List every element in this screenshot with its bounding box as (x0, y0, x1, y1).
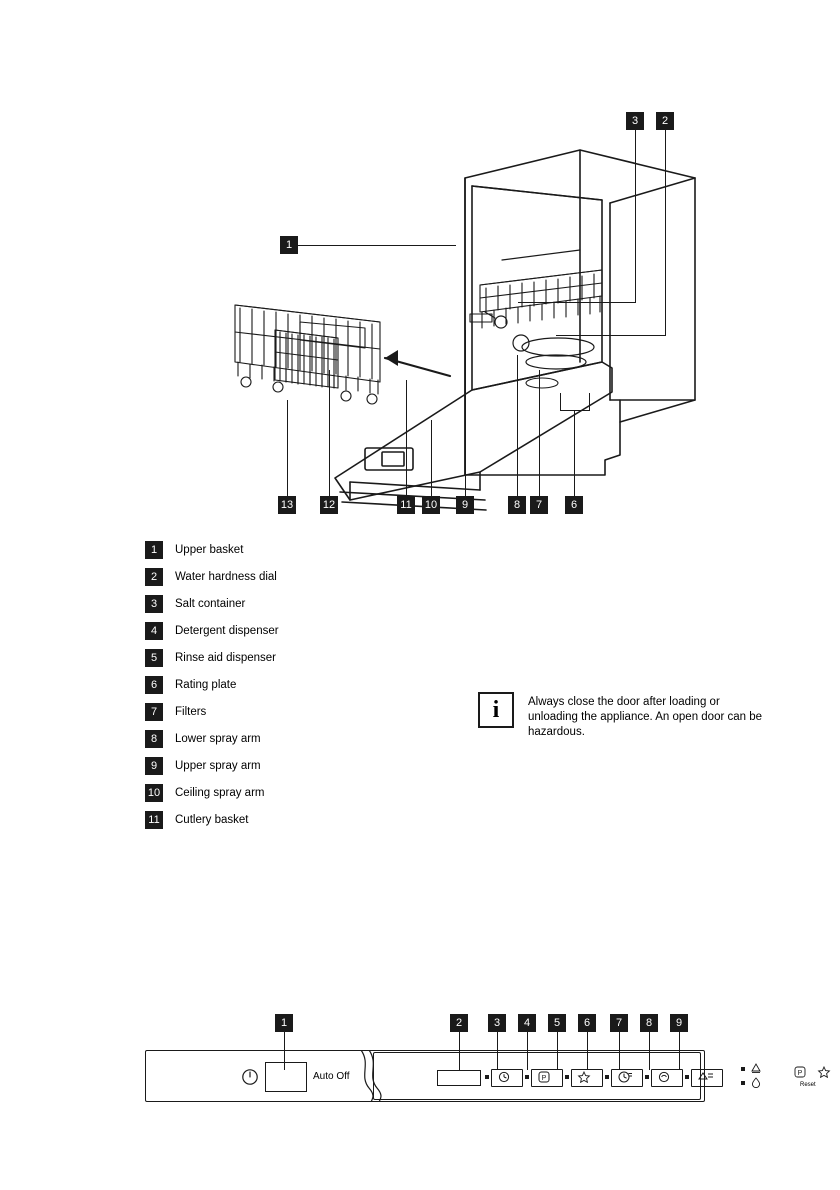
extrahygiene-icon (657, 1071, 671, 1083)
leader-line-2 (665, 130, 666, 335)
leader-line-1 (298, 245, 456, 246)
legend-label: Rating plate (175, 679, 237, 691)
power-icon (241, 1068, 259, 1086)
delay-start-icon (497, 1071, 511, 1083)
reset-star-icon (817, 1066, 831, 1078)
time-saver-indicator (605, 1075, 609, 1079)
time-saver-icon (617, 1070, 633, 1084)
rinse-aid-icon (749, 1076, 763, 1088)
leader-6 (574, 410, 575, 496)
salt-indicator-lamp (741, 1067, 745, 1071)
info-note-text: Always close the door after loading or unloading the appliance. An open door can be hazardous. (528, 696, 763, 738)
legend-label: Ceiling spray arm (175, 787, 265, 799)
leader-6-h (560, 410, 590, 411)
legend-label: Cutlery basket (175, 814, 249, 826)
callout-marker-12: 12 (320, 496, 338, 514)
legend-label: Upper basket (175, 544, 244, 556)
legend-item (145, 541, 765, 568)
legend-marker: 8 (145, 730, 163, 748)
svg-text:P: P (797, 1070, 803, 1077)
panel-callout-3: 3 (488, 1014, 506, 1032)
reset-program-icon (793, 1066, 807, 1078)
leader-9 (465, 330, 466, 496)
callout-marker-3: 3 (626, 112, 644, 130)
legend-item (145, 784, 765, 811)
on-off-button[interactable] (265, 1062, 307, 1092)
info-icon: i (478, 692, 514, 728)
panel-callout-8: 8 (640, 1014, 658, 1032)
rinse-aid-indicator-lamp (741, 1081, 745, 1085)
leader-line-3-h (518, 302, 636, 303)
legend-label: Upper spray arm (175, 760, 261, 772)
legend-label: Rinse aid dispenser (175, 652, 277, 664)
legend-label: Lower spray arm (175, 733, 261, 745)
option-indicator (565, 1075, 569, 1079)
callout-marker-11: 11 (397, 496, 415, 514)
display (437, 1070, 481, 1086)
multitab-icon (697, 1070, 715, 1084)
callout-marker-8: 8 (508, 496, 526, 514)
appliance-diagram (150, 100, 750, 520)
leader-6-b (589, 393, 590, 411)
leader-line-3 (635, 130, 636, 302)
legend-label: Detergent dispenser (175, 625, 279, 637)
legend-marker: 2 (145, 568, 163, 586)
panel-callout-4: 4 (518, 1014, 536, 1032)
leader-11 (406, 380, 407, 496)
legend-item (145, 622, 765, 649)
leader-12 (329, 370, 330, 496)
star-icon (577, 1071, 591, 1083)
control-panel (145, 1050, 816, 1108)
callout-marker-2: 2 (656, 112, 674, 130)
callout-marker-13: 13 (278, 496, 296, 514)
legend-marker: 4 (145, 622, 163, 640)
program-indicator (525, 1075, 529, 1079)
legend-label: Water hardness dial (175, 571, 277, 583)
delay-start-indicator (485, 1075, 489, 1079)
panel-callout-5: 5 (548, 1014, 566, 1032)
callout-marker-10: 10 (422, 496, 440, 514)
legend-marker: 1 (145, 541, 163, 559)
callout-marker-7: 7 (530, 496, 548, 514)
leader-line-2-h (556, 335, 666, 336)
legend-marker: 11 (145, 811, 163, 829)
svg-text:P: P (541, 1075, 547, 1082)
panel-callout-9: 9 (670, 1014, 688, 1032)
legend-item (145, 757, 765, 784)
callout-marker-6: 6 (565, 496, 583, 514)
leader-10 (431, 420, 432, 496)
legend-marker: 10 (145, 784, 163, 802)
legend-label: Filters (175, 706, 207, 718)
panel-callout-6: 6 (578, 1014, 596, 1032)
appliance-illustration (150, 100, 750, 520)
leader-13 (287, 400, 288, 496)
legend-marker: 6 (145, 676, 163, 694)
salt-icon (749, 1062, 763, 1074)
legend-marker: 5 (145, 649, 163, 667)
leader-7 (539, 370, 540, 496)
extrahygiene-indicator (645, 1075, 649, 1079)
legend-marker: 9 (145, 757, 163, 775)
panel-callout-7: 7 (610, 1014, 628, 1032)
legend-list (145, 541, 765, 838)
reset-label: Reset (800, 1082, 816, 1088)
legend-item (145, 568, 765, 595)
panel-callout-2: 2 (450, 1014, 468, 1032)
panel-callout-1: 1 (275, 1014, 293, 1032)
legend-item (145, 811, 765, 838)
multitab-indicator (685, 1075, 689, 1079)
legend-marker: 7 (145, 703, 163, 721)
legend-label: Salt container (175, 598, 246, 610)
legend-item (145, 595, 765, 622)
leader-6-a (560, 393, 561, 411)
auto-off-label: Auto Off (313, 1071, 350, 1082)
legend-marker: 3 (145, 595, 163, 613)
leader-8 (517, 355, 518, 496)
callout-marker-9: 9 (456, 496, 474, 514)
program-icon (537, 1071, 551, 1083)
callout-marker-1: 1 (280, 236, 298, 254)
legend-item (145, 649, 765, 676)
